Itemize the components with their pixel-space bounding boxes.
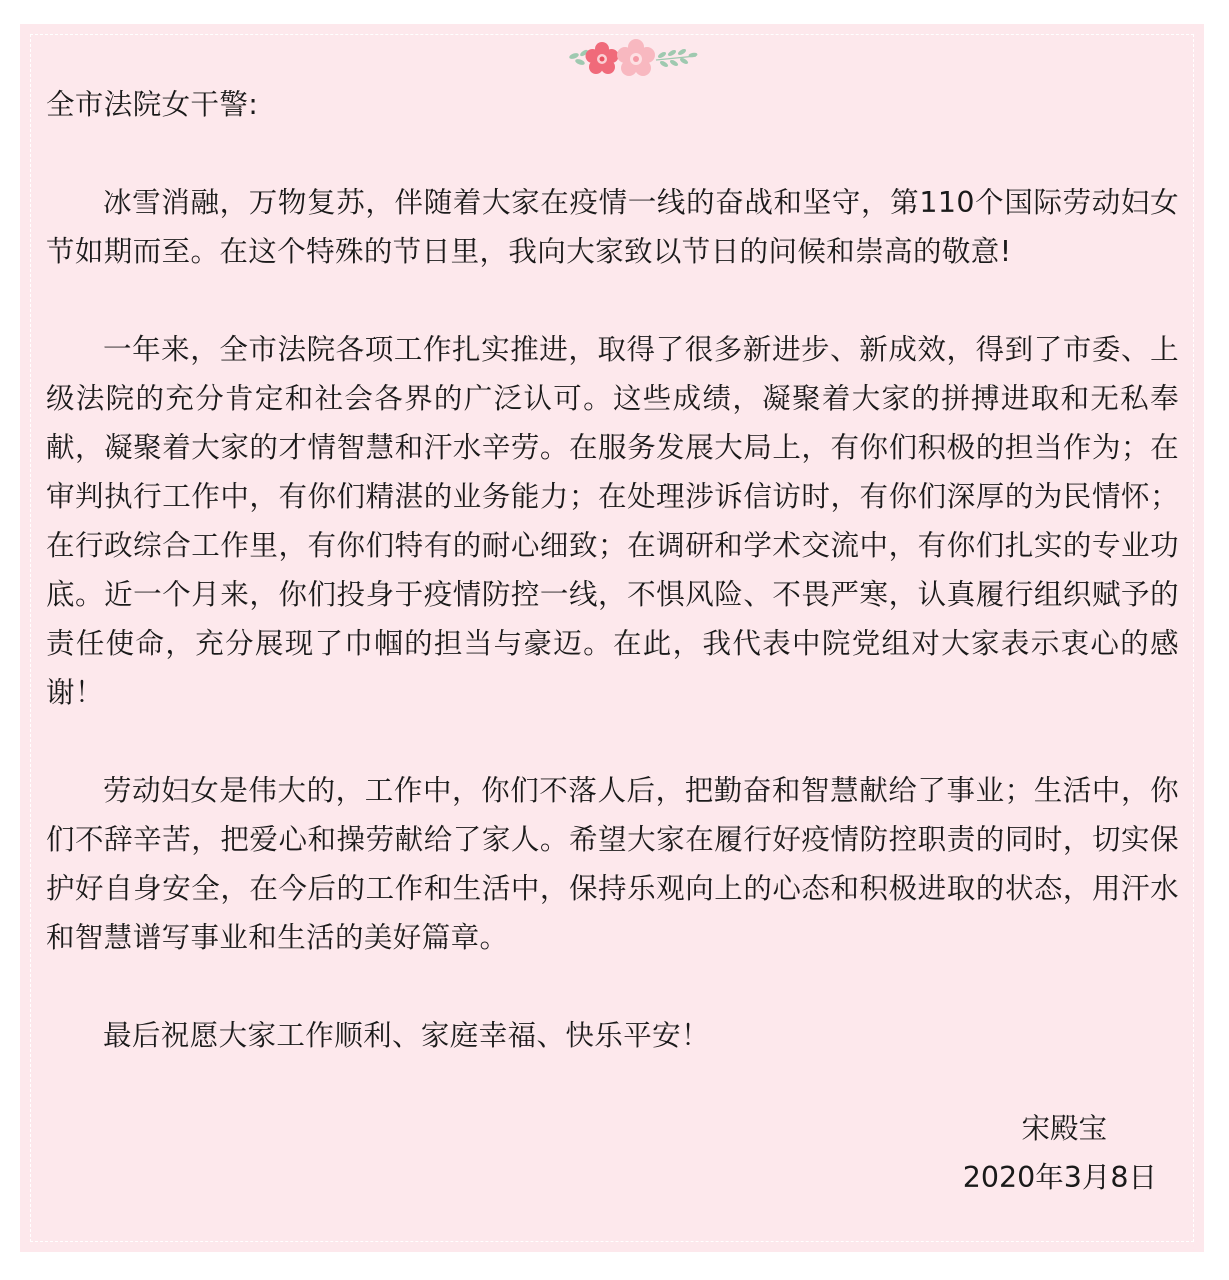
letter-paragraph: 最后祝愿大家工作顺利、家庭幸福、快乐平安！ <box>103 1019 710 1052</box>
letter-body <box>46 80 1179 1109</box>
letter-greeting: 全市法院女干警: <box>46 88 259 121</box>
flower-decoration-icon <box>566 36 702 82</box>
letter-paragraph: 劳动妇女是伟大的，工作中，你们不落人后，把勤奋和智慧献给了事业；生活中，你们不辞辛苦，把爱心和操劳献给了家人。希望大家在履行好疫情防控职责的同时，切实保护好自身安全，在今后的工作和生活中，保持乐观向上的心态和积极进取的状态，用汗水和智慧谱写事业和生活的美好篇章。 <box>46 774 1179 954</box>
signature-date: 2020年3月8日 <box>962 1161 1157 1194</box>
letter-paragraph: 一年来，全市法院各项工作扎实推进，取得了很多新进步、新成效，得到了市委、上级法院的充分肯定和社会各界的广泛认可。这些成绩，凝聚着大家的拼搏进取和无私奉献，凝聚着大家的才情智慧和汗水辛劳。在服务发展大局上，有你们积极的担当作为；在审判执行工作中，有你们精湛的业务能力；在处理涉诉信访时，有你们深厚的为民情怀；在行政综合工作里，有你们特有的耐心细致；在调研和学术交流中，有你们扎实的专业功底。近一个月来，你们投身于疫情防控一线，不惧风险、不畏严寒，认真履行组织赋予的责任使命，充分展现了巾帼的担当与豪迈。在此，我代表中院党组对大家表示衷心的感谢！ <box>46 333 1179 709</box>
signature-name: 宋殿宝 <box>1021 1112 1107 1145</box>
letter-signature-block <box>963 1104 1157 1202</box>
letter-paragraph: 冰雪消融，万物复苏，伴随着大家在疫情一线的奋战和坚守，第110个国际劳动妇女节如期而至。在这个特殊的节日里，我向大家致以节日的问候和崇高的敬意! <box>46 186 1179 268</box>
